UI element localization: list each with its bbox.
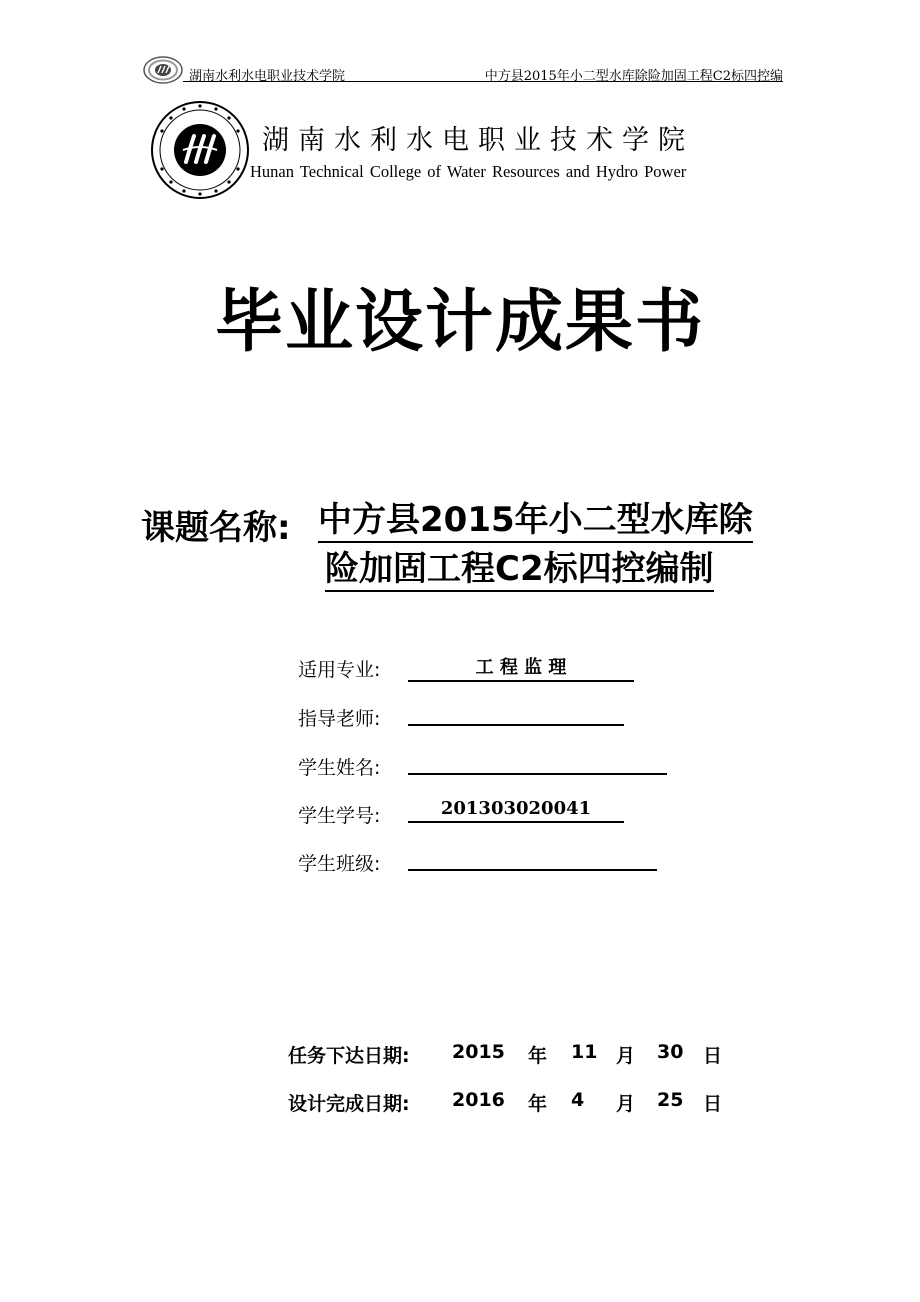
document-title: 毕业设计成果书 [214, 283, 705, 362]
assign-date-year: 2015 [452, 1041, 505, 1063]
major-label: 适用专业: [298, 659, 381, 681]
student-class-label: 学生班级: [298, 853, 381, 875]
finish-date-day: 25 [657, 1089, 684, 1111]
assign-date-label: 任务下达日期: [288, 1045, 410, 1067]
assign-date-day-unit: 日 [703, 1045, 723, 1067]
finish-date-day-unit: 日 [703, 1093, 723, 1115]
advisor-label: 指导老师: [298, 708, 381, 730]
assign-date-month-unit: 月 [616, 1045, 636, 1067]
student-name-value [408, 749, 667, 775]
major-value: 工 程 监 理 [408, 656, 634, 682]
topic-title-line2: 险加固工程C2标四控编制 [325, 549, 714, 592]
header-left-text: 湖南水利水电职业技术学院 [189, 69, 346, 84]
college-name-en: Hunan Technical College of Water Resources and Hydro Power [250, 162, 687, 181]
college-name-cn: 湖南水利水电职业技术学院 [262, 125, 694, 156]
topic-title-line1: 中方县2015年小二型水库除 [318, 500, 753, 543]
header-right-text: 中方县2015年小二型水库除险加固工程C2标四控编 [484, 69, 783, 84]
student-id-label: 学生学号: [298, 805, 381, 827]
running-header [143, 56, 783, 84]
finish-date-year-unit: 年 [528, 1093, 548, 1115]
finish-date-month-unit: 月 [616, 1093, 636, 1115]
student-id-value: 201303020041 [408, 797, 624, 823]
college-logo-icon [150, 100, 250, 200]
header-rule [183, 81, 783, 82]
finish-date-month: 4 [571, 1089, 585, 1111]
student-class-value [408, 845, 657, 871]
student-name-label: 学生姓名: [298, 757, 381, 779]
finish-date-year: 2016 [452, 1089, 505, 1111]
assign-date-year-unit: 年 [528, 1045, 548, 1067]
college-seal-icon [143, 56, 183, 84]
finish-date-label: 设计完成日期: [288, 1093, 410, 1115]
advisor-value [408, 700, 624, 726]
topic-label: 课题名称: [141, 508, 291, 548]
assign-date-month: 11 [571, 1041, 598, 1063]
assign-date-day: 30 [657, 1041, 684, 1063]
